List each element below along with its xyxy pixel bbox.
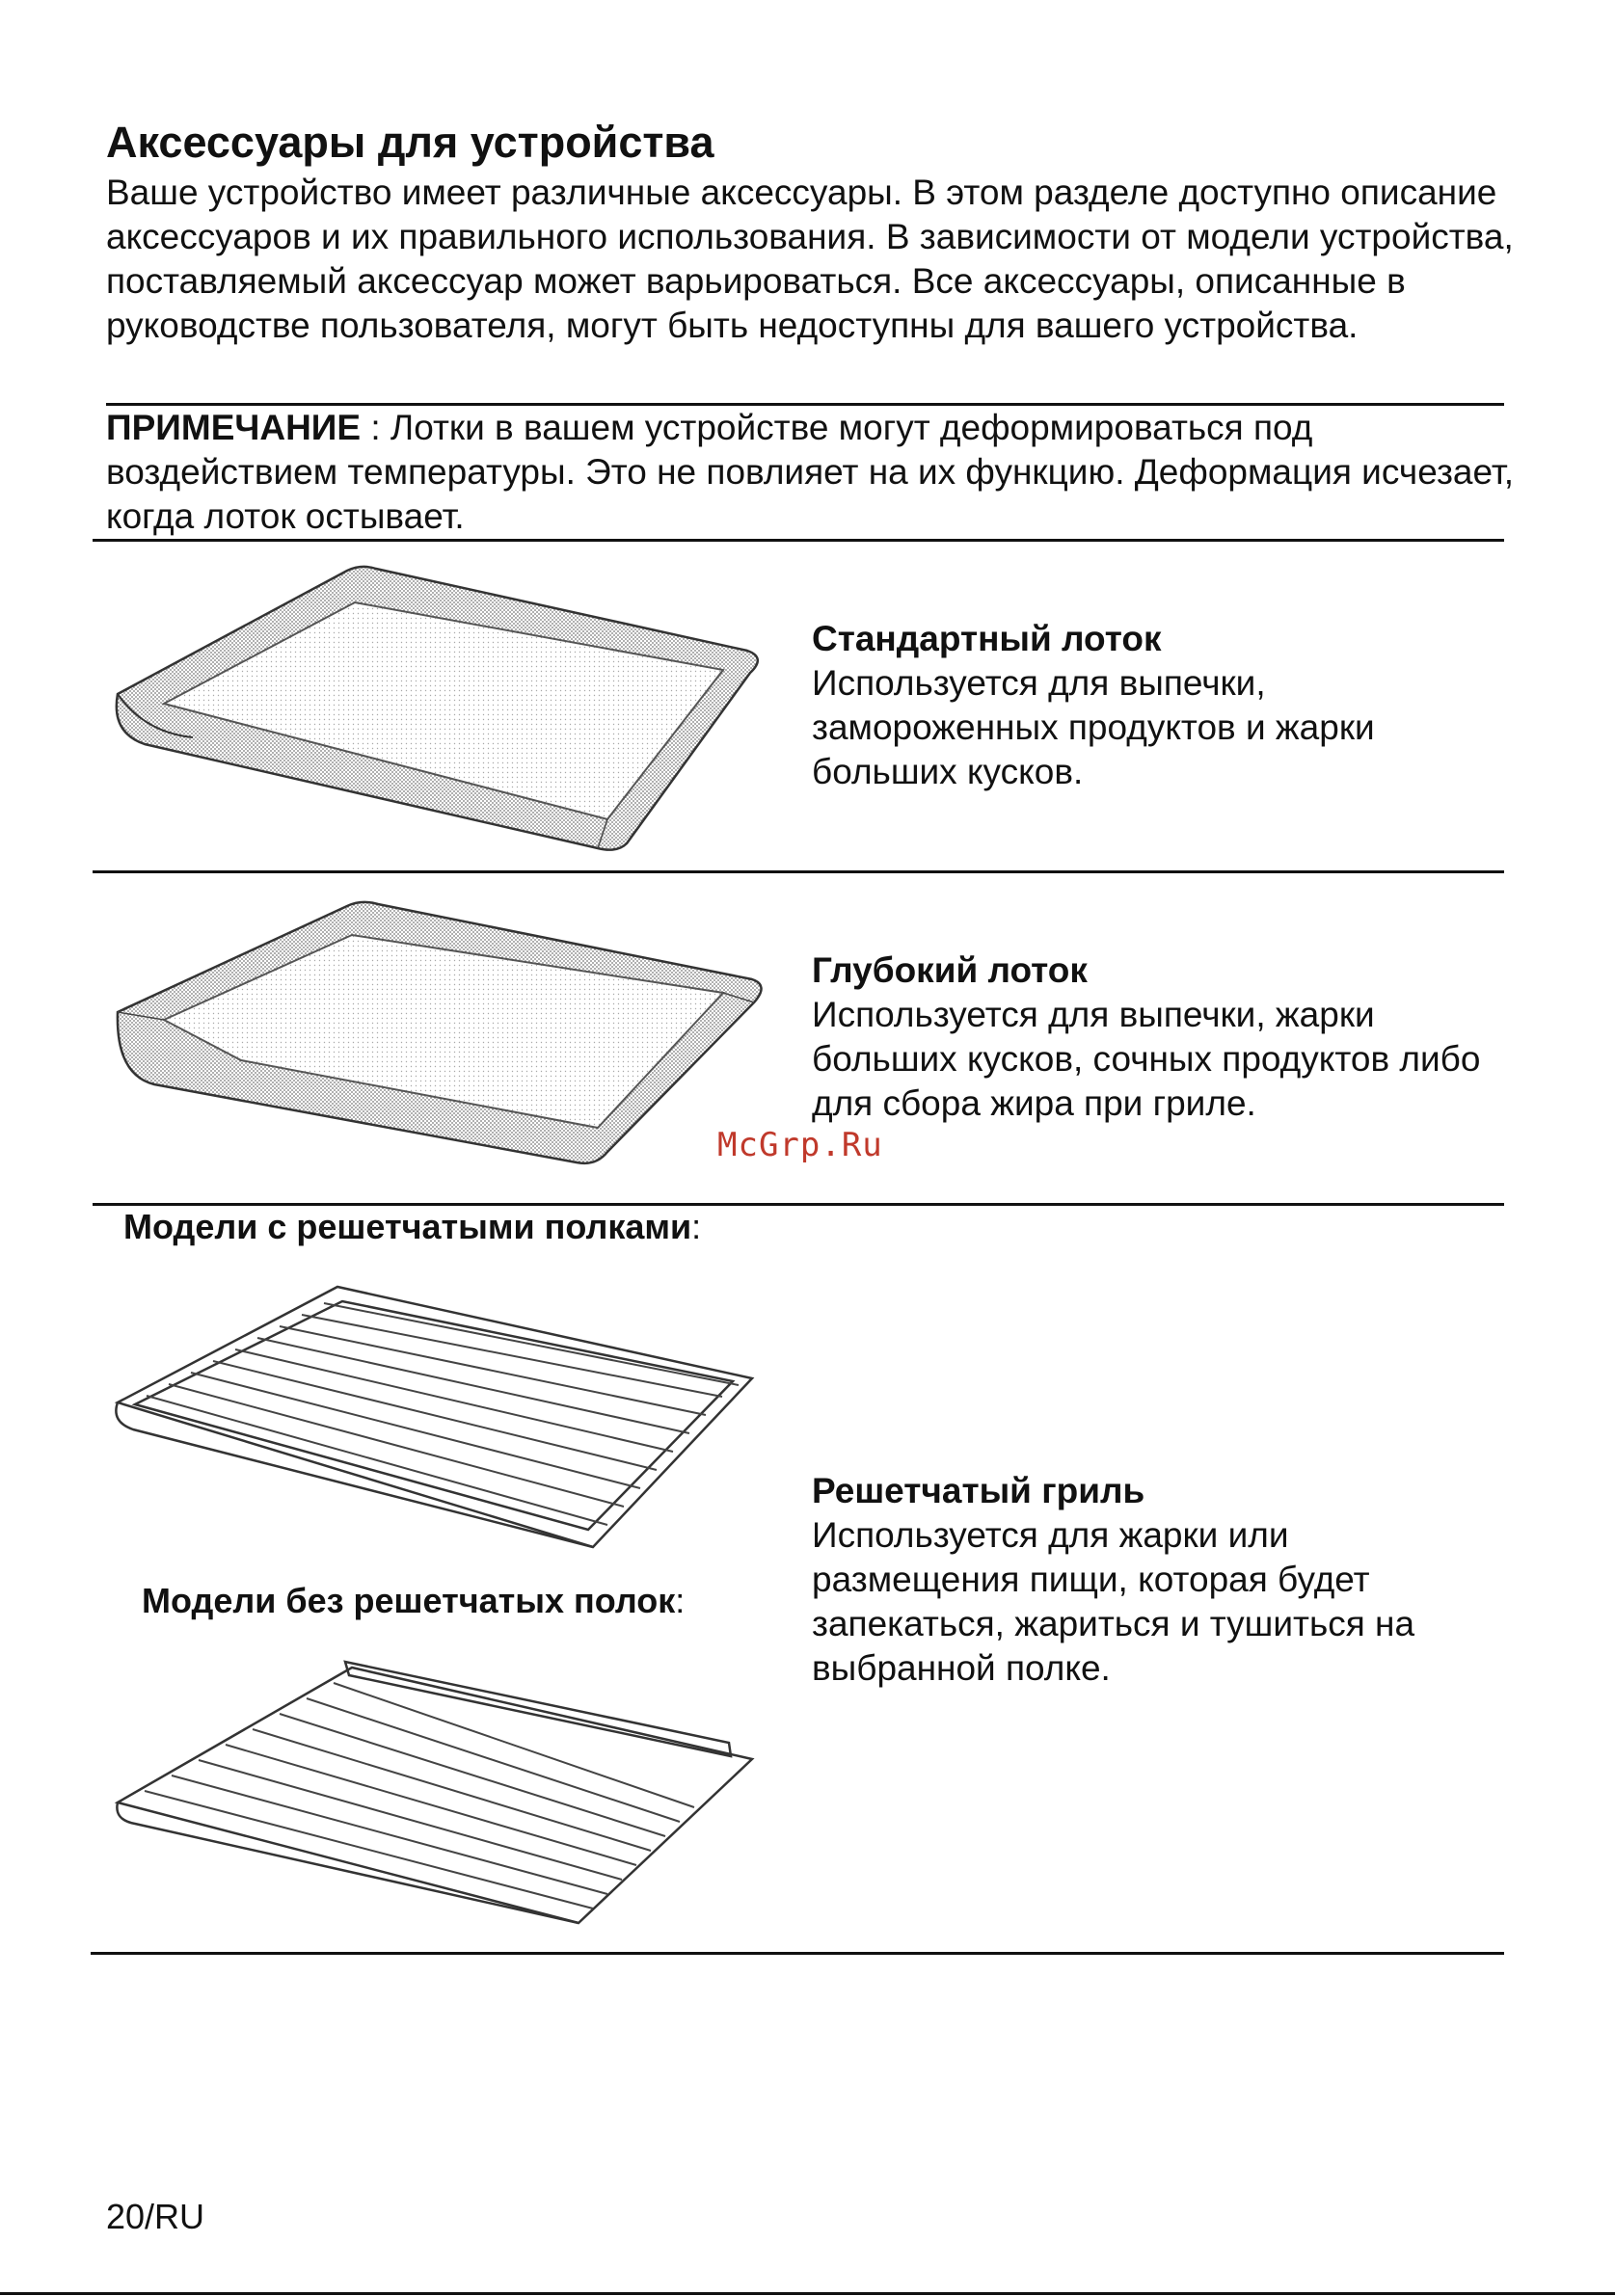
page-number: 20/RU (106, 2197, 205, 2236)
accessory-title: Решетчатый гриль (812, 1471, 1145, 1510)
accessory-description: Используется для жарки или размещения пищи, которая будет запекаться, жариться и тушиться на выбранной полке. (812, 1515, 1415, 1688)
watermark: McGrp.Ru (717, 1126, 883, 1164)
section-intro: Ваше устройство имеет различные аксессуары. В этом разделе доступно описание аксессуаров и их правильного использования. В зависимости от модели устройства, поставляемый аксессуар может варьироваться. Все аксессуары, описанные в руководстве пользователя, могут быть недоступны для вашего устройства. (106, 173, 1514, 345)
note-text: Лотки в вашем устройстве могут деформироваться под воздействием температуры. Это не повлияет на их функцию. Деформация исчезает, когда лоток остывает. (106, 408, 1514, 536)
standard-tray-illustration (106, 559, 771, 858)
models-without-racks-text: Модели без решетчатых полок (142, 1581, 676, 1620)
page-bottom-edge (0, 2292, 1615, 2295)
accessory-standard-tray (812, 617, 1506, 794)
colon: : (691, 1207, 702, 1246)
divider (91, 1952, 1504, 1955)
divider (93, 870, 1504, 873)
models-without-racks-label (142, 1579, 685, 1623)
note-label: ПРИМЕЧАНИЕ (106, 408, 362, 447)
deep-tray-illustration (106, 896, 771, 1176)
note-separator: : (361, 408, 390, 447)
wire-grill-without-racks-illustration (106, 1648, 771, 1937)
accessory-title: Глубокий лоток (812, 950, 1088, 990)
accessory-description: Используется для выпечки, жарки больших кусков, сочных продуктов либо для сбора жира при гриле. (812, 995, 1481, 1123)
accessory-deep-tray (812, 948, 1506, 1126)
colon: : (675, 1581, 686, 1620)
models-with-racks-label (123, 1205, 701, 1249)
note-block (106, 406, 1514, 539)
accessory-wire-grill (812, 1469, 1506, 1691)
accessory-title: Стандартный лоток (812, 619, 1162, 658)
models-with-racks-text: Модели с решетчатыми полками (123, 1207, 692, 1246)
divider (93, 539, 1504, 542)
wire-grill-with-racks-illustration (106, 1268, 771, 1557)
section-title: Аксессуары для устройства (106, 118, 714, 167)
accessory-description: Используется для выпечки, замороженных продуктов и жарки больших кусков. (812, 663, 1375, 791)
